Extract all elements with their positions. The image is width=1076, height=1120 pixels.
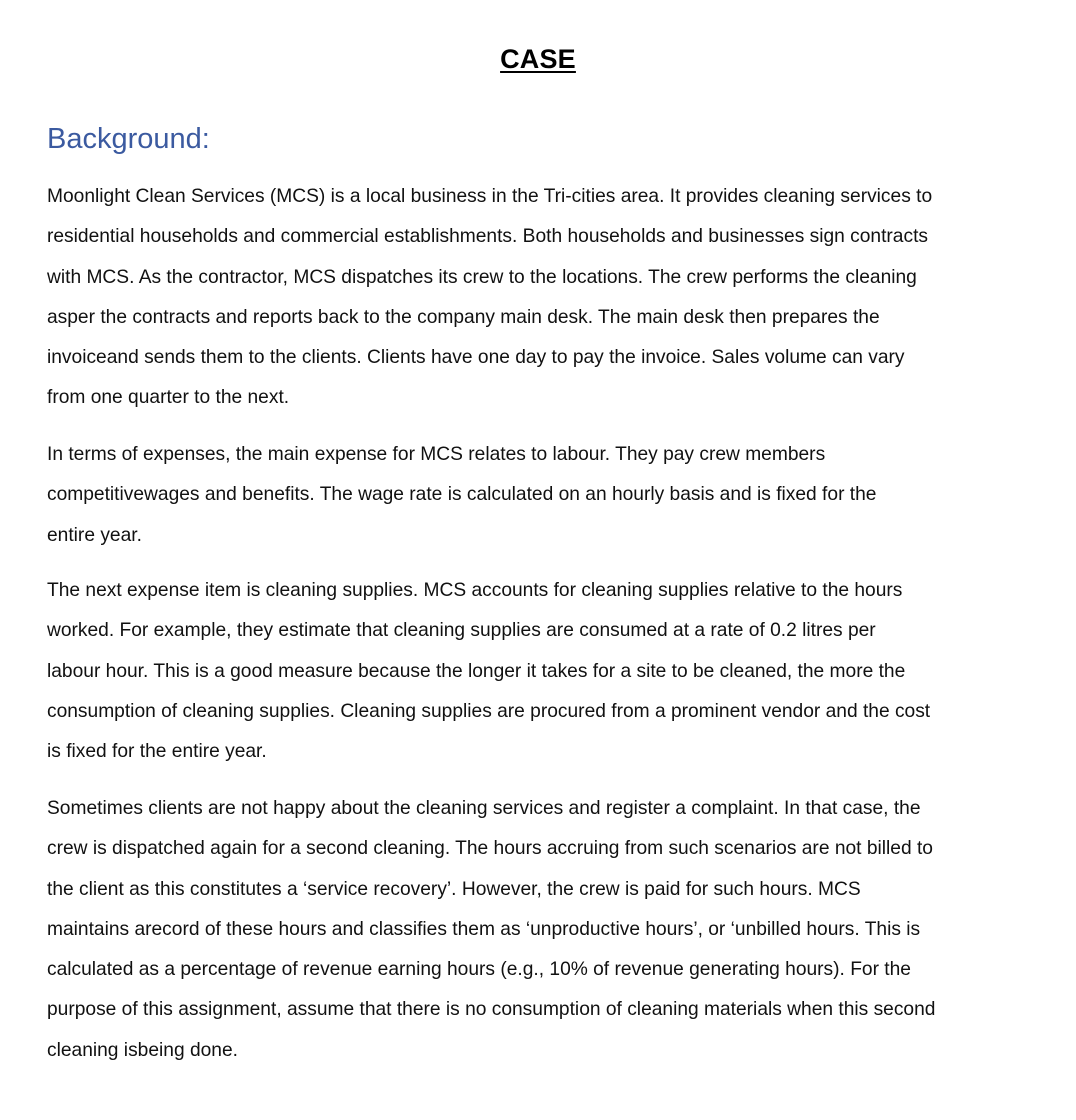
paragraph-service-recovery xyxy=(47,789,997,1071)
paragraph-line: labour hour. This is a good measure because the longer it takes for a site to be cleaned, the more the xyxy=(47,660,906,682)
paragraph-line: worked. For example, they estimate that cleaning supplies are consumed at a rate of 0.2 litres per xyxy=(47,620,876,642)
paragraph-line: competitivewages and benefits. The wage rate is calculated on an hourly basis and is fixed for the xyxy=(47,484,877,506)
paragraph-labour-expense xyxy=(47,435,997,556)
paragraph-line: calculated as a percentage of revenue earning hours (e.g., 10% of revenue generating hours). For the xyxy=(47,959,911,981)
paragraph-line: with MCS. As the contractor, MCS dispatches its crew to the locations. The crew performs the cleaning xyxy=(47,266,917,288)
paragraph-background-intro xyxy=(47,177,997,419)
paragraph-line: is fixed for the entire year. xyxy=(47,741,267,763)
paragraph-line: invoiceand sends them to the clients. Clients have one day to pay the invoice. Sales volume can vary xyxy=(47,347,905,369)
paragraph-cleaning-supplies xyxy=(47,571,997,772)
paragraph-line: consumption of cleaning supplies. Cleaning supplies are procured from a prominent vendor and the cost xyxy=(47,700,931,722)
paragraph-line: entire year. xyxy=(47,524,142,546)
page-title: CASE xyxy=(500,44,576,74)
paragraph-line: asper the contracts and reports back to the company main desk. The main desk then prepares the xyxy=(47,306,880,328)
section-heading-background: Background: xyxy=(47,123,210,155)
paragraph-line: residential households and commercial establishments. Both households and businesses sign contracts xyxy=(47,226,928,248)
paragraph-line: the client as this constitutes a ‘service recovery’. However, the crew is paid for such hours. MCS xyxy=(47,878,861,900)
paragraph-line: from one quarter to the next. xyxy=(47,387,290,409)
paragraph-line: Moonlight Clean Services (MCS) is a local business in the Tri-cities area. It provides cleaning services to xyxy=(47,186,933,207)
paragraph-line: maintains arecord of these hours and classifies them as ‘unproductive hours’, or ‘unbilled hours. This is xyxy=(47,918,921,940)
paragraph-line: In terms of expenses, the main expense for MCS relates to labour. They pay crew members xyxy=(47,444,826,465)
paragraph-line: The next expense item is cleaning supplies. MCS accounts for cleaning supplies relative to the hours xyxy=(47,580,903,601)
paragraph-line: Sometimes clients are not happy about the cleaning services and register a complaint. In that case, the xyxy=(47,798,921,819)
paragraph-line: cleaning isbeing done. xyxy=(47,1039,238,1061)
paragraph-line: crew is dispatched again for a second cleaning. The hours accruing from such scenarios are not billed to xyxy=(47,838,933,860)
paragraph-line: purpose of this assignment, assume that there is no consumption of cleaning materials when this second xyxy=(47,999,936,1021)
